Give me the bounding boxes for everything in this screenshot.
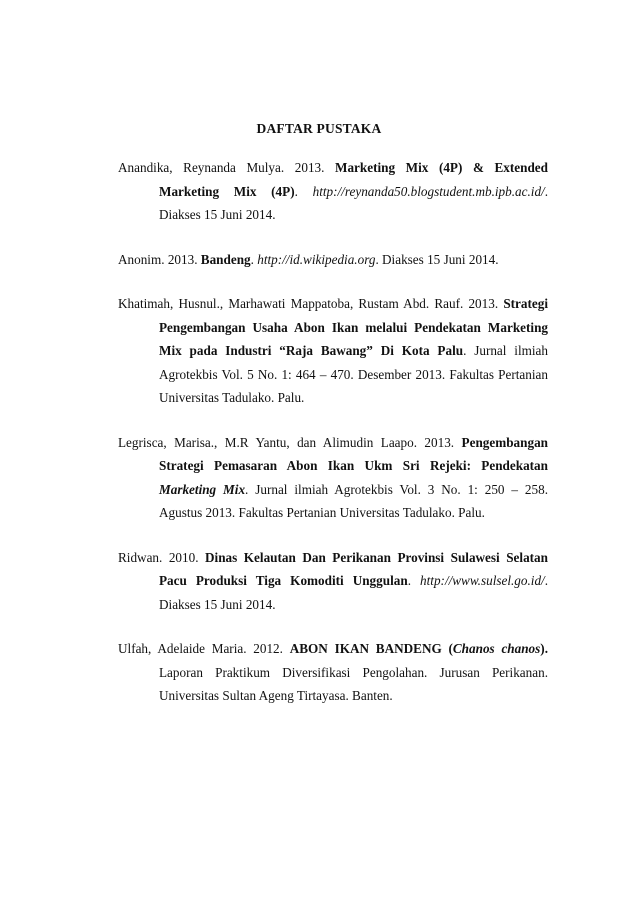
ref-authors-year: Legrisca, Marisa., M.R Yantu, dan Alimudin Laapo. 2013. [118, 434, 462, 450]
ref-source: . Jurnal ilmiah Agrotekbis Vol. 5 No. 1: 464 – 470. Desember 2013. Fakultas Pertanian Universitas Tadulako. Palu. [159, 343, 548, 405]
reference-item [118, 292, 548, 410]
ref-authors-year: Khatimah, Husnul., Marhawati Mappatoba, Rustam Abd. Rauf. 2013. [118, 296, 504, 311]
ref-authors-year: Ulfah, Adelaide Maria. 2012. [118, 641, 290, 656]
ref-authors-year: Anandika, Reynanda Mulya. 2013. [118, 160, 336, 175]
reference-item [118, 431, 548, 525]
ref-title: Pengembangan Strategi Pemasaran Abon Ikan Ukm Sri Rejeki: Pendekatan [159, 434, 548, 473]
ref-access-date: . Diakses 15 Juni 2014. [159, 573, 549, 612]
ref-title-italic: Marketing Mix [159, 481, 246, 497]
ref-title: Dinas Kelautan Dan Perikanan Provinsi Sulawesi Selatan Pacu Produksi Tiga Komoditi Unggulan [159, 549, 548, 588]
ref-access-date: . Diakses 15 Juni 2014. [159, 183, 549, 222]
ref-title: Strategi Pengembangan Usaha Abon Ikan melalui Pendekatan Marketing Mix pada Industri “Raja Bawang” Di Kota Palu [159, 296, 548, 358]
ref-title: ABON IKAN BANDENG ( [289, 641, 453, 656]
ref-title: Marketing Mix (4P) & Extended Marketing Mix (4P) [159, 160, 548, 199]
ref-authors-year: Anonim. 2013. [118, 251, 201, 267]
reference-list [118, 156, 548, 729]
reference-item [118, 156, 548, 227]
ref-source: . Jurnal ilmiah Agrotekbis Vol. 3 No. 1: 250 – 258. Agustus 2013. Fakultas Pertanian Universitas Tadulako. Palu. [159, 481, 548, 520]
ref-url: http://reynanda50.blogstudent.mb.ipb.ac.id/ [312, 183, 545, 199]
reference-item [118, 637, 548, 708]
ref-url: http://id.wikipedia.org [257, 251, 376, 267]
ref-title-end: ). [540, 641, 548, 656]
page-title: DAFTAR PUSTAKA [256, 121, 382, 136]
ref-separator: . [250, 251, 258, 267]
reference-item [118, 248, 548, 272]
ref-separator: . [407, 573, 421, 588]
ref-source: Laporan Praktikum Diversifikasi Pengolahan. Jurusan Perikanan. Universitas Sultan Ageng Tirtayasa. Banten. [159, 664, 548, 703]
ref-url: http://www.sulsel.go.id/ [420, 573, 545, 588]
ref-access-date: . Diakses 15 Juni 2014. [375, 251, 499, 267]
reference-item [118, 546, 548, 617]
ref-separator: . [294, 183, 313, 199]
ref-title: Bandeng [200, 251, 251, 267]
ref-authors-year: Ridwan. 2010. [118, 549, 206, 565]
ref-title-italic: Chanos chanos [452, 641, 541, 656]
